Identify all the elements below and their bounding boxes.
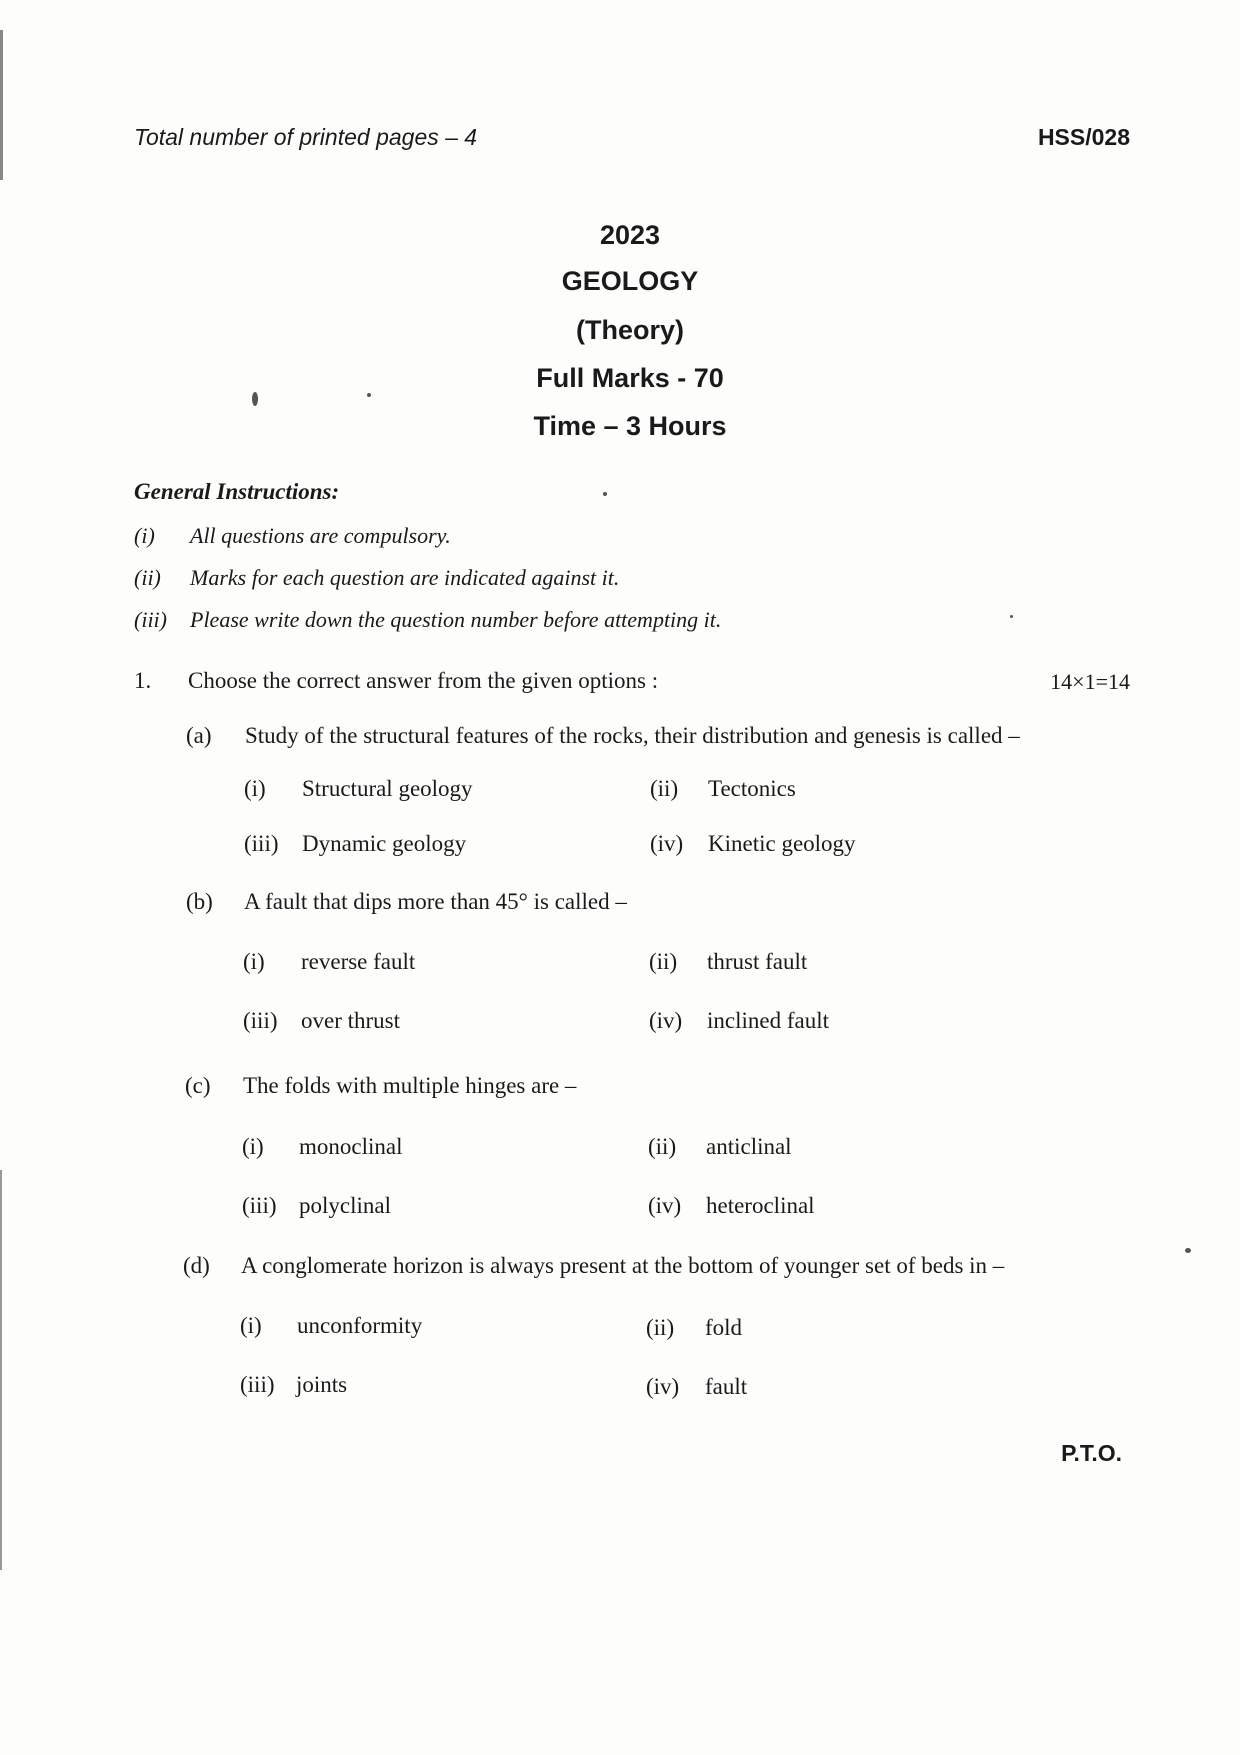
option-text: Structural geology xyxy=(302,776,473,801)
instruction-number: (i) xyxy=(134,523,155,548)
instruction-text: Marks for each question are indicated against it. xyxy=(190,565,620,590)
question-marks: 14×1=14 xyxy=(1050,669,1130,694)
part-text: A conglomerate horizon is always present at the bottom of younger set of beds in – xyxy=(241,1253,1005,1278)
option-number: (iii) xyxy=(240,1372,275,1397)
part-label: (a) xyxy=(186,723,212,748)
option-number: (ii) xyxy=(646,1315,675,1340)
option-text: fold xyxy=(705,1315,743,1340)
option-number: (ii) xyxy=(648,1134,677,1159)
option-number: (ii) xyxy=(650,776,679,801)
exam-subject: GEOLOGY xyxy=(561,266,699,296)
option-number: (iv) xyxy=(646,1374,680,1399)
option-text: joints xyxy=(296,1372,348,1397)
part-text: A fault that dips more than 45° is called – xyxy=(244,889,627,914)
option-text: unconformity xyxy=(297,1313,423,1338)
option-text: fault xyxy=(705,1374,748,1399)
option-text: over thrust xyxy=(301,1008,401,1033)
part-text: Study of the structural features of the rocks, their distribution and genesis is called – xyxy=(245,723,1020,748)
exam-year: 2023 xyxy=(599,220,661,250)
option-text: inclined fault xyxy=(707,1008,829,1033)
option-text: Kinetic geology xyxy=(708,831,856,856)
scan-edge-mark xyxy=(0,30,3,180)
instruction-number: (ii) xyxy=(134,565,161,590)
paper-code: HSS/028 xyxy=(1037,124,1130,150)
option-number: (iii) xyxy=(242,1193,277,1218)
full-marks: Full Marks - 70 xyxy=(536,363,724,393)
option-number: (iii) xyxy=(244,831,279,856)
option-number: (i) xyxy=(240,1313,262,1338)
option-text: anticlinal xyxy=(706,1134,792,1159)
option-number: (iv) xyxy=(648,1193,682,1218)
part-text: The folds with multiple hinges are – xyxy=(243,1073,577,1098)
exam-time: Time – 3 Hours xyxy=(533,411,727,441)
instruction-text: All questions are compulsory. xyxy=(190,523,451,548)
option-number: (i) xyxy=(242,1134,264,1159)
option-number: (ii) xyxy=(649,949,678,974)
option-text: polyclinal xyxy=(299,1193,391,1218)
scan-speck xyxy=(1185,1248,1191,1253)
option-number: (i) xyxy=(243,949,265,974)
instructions-heading: General Instructions: xyxy=(134,479,340,504)
instruction-text: Please write down the question number before attempting it. xyxy=(190,607,722,632)
option-number: (i) xyxy=(244,776,266,801)
scan-edge-mark xyxy=(0,1170,2,1570)
scan-speck xyxy=(252,392,258,406)
option-text: Dynamic geology xyxy=(302,831,467,856)
instruction-number: (iii) xyxy=(134,607,167,632)
part-label: (c) xyxy=(185,1073,211,1098)
option-number: (iv) xyxy=(650,831,684,856)
part-label: (b) xyxy=(186,889,213,914)
option-text: monoclinal xyxy=(299,1134,403,1159)
option-text: Tectonics xyxy=(708,776,796,801)
option-text: reverse fault xyxy=(301,949,416,974)
question-number: 1. xyxy=(134,668,152,693)
part-label: (d) xyxy=(183,1253,210,1278)
scan-speck xyxy=(1010,615,1013,618)
option-text: thrust fault xyxy=(707,949,808,974)
question-text: Choose the correct answer from the given options : xyxy=(188,668,659,693)
printed-pages-note: Total number of printed pages – 4 xyxy=(134,124,478,150)
scan-speck xyxy=(603,492,607,496)
paper-type: (Theory) xyxy=(576,315,684,345)
scan-speck xyxy=(367,393,371,397)
option-text: heteroclinal xyxy=(706,1193,815,1218)
option-number: (iv) xyxy=(649,1008,683,1033)
please-turn-over: P.T.O. xyxy=(1061,1440,1122,1466)
option-number: (iii) xyxy=(243,1008,278,1033)
